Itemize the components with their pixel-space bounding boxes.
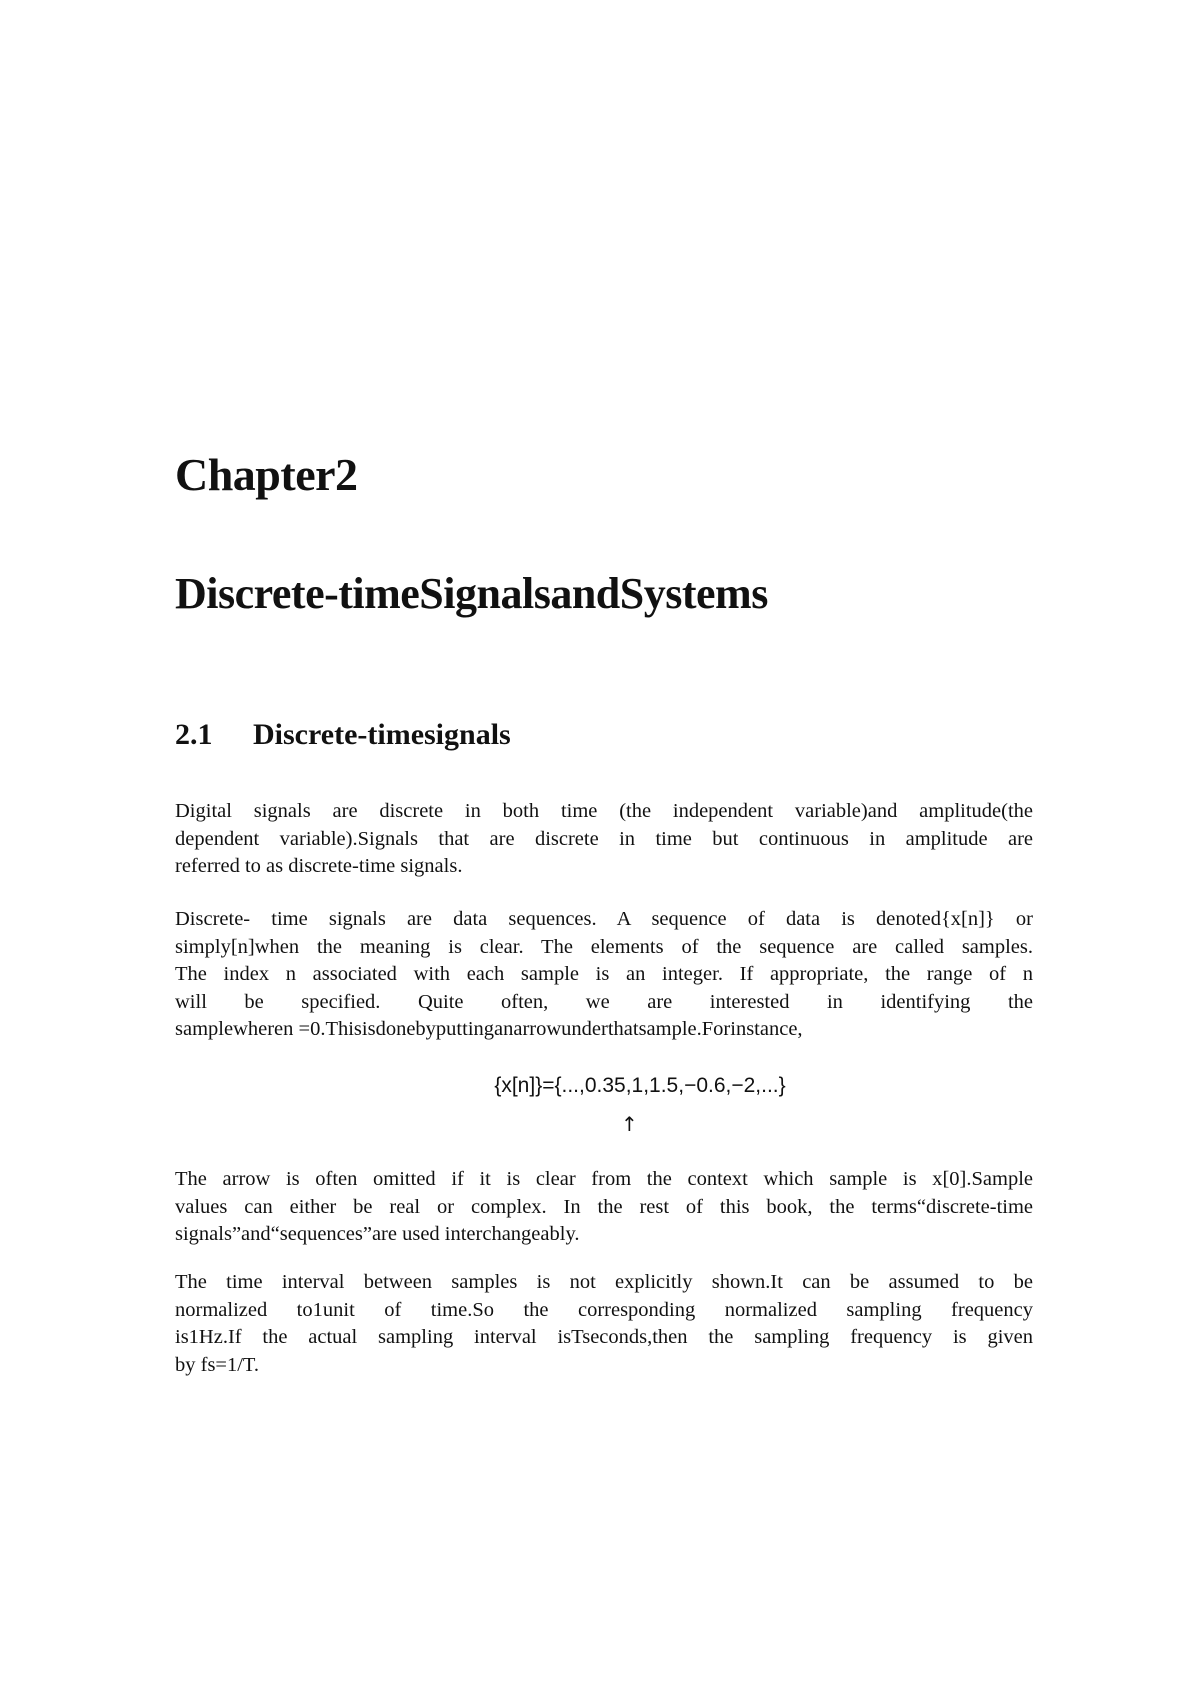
paragraph-1	[175, 798, 1033, 881]
text-line: The time interval between samples is not explicitly shown.It can be assumed to be	[175, 1271, 1033, 1293]
text-line: signals”and“sequences”are used interchangeably.	[175, 1223, 580, 1245]
text-line: dependent variable).Signals that are discrete in time but continuous in amplitude are	[175, 827, 1033, 850]
section-heading	[175, 718, 511, 752]
text-line: The index n associated with each sample is an integer. If appropriate, the range of n	[175, 963, 1033, 985]
text-line: Digital signals are discrete in both time (the independent variable)and amplitude(the	[175, 800, 1033, 822]
section-number: 2.1	[175, 718, 213, 751]
paragraph-3	[175, 1166, 1033, 1249]
text-line: samplewheren =0.Thisisdonebyputtinganarrowunderthatsample.Forinstance,	[175, 1018, 803, 1040]
text-line: is1Hz.If the actual sampling interval isTseconds,then the sampling frequency is given	[175, 1326, 1033, 1348]
text-line: normalized to1unit of time.So the corresponding normalized sampling frequency	[175, 1298, 1033, 1321]
text-line: simply[n]when the meaning is clear. The elements of the sequence are called samples.	[175, 935, 1033, 958]
text-line: Discrete- time signals are data sequences. A sequence of data is denoted{x[n]} or	[175, 908, 1033, 930]
sequence-formula: {x[n]}={...,0.35,1,1.5,−0.6,−2,...}	[494, 1074, 786, 1097]
text-line: will be specified. Quite often, we are interested in identifying the	[175, 990, 1033, 1013]
text-line: referred to as discrete-time signals.	[175, 855, 463, 877]
paragraph-4	[175, 1269, 1033, 1379]
chapter-title: Discrete-timeSignalsandSystems	[175, 569, 768, 618]
chapter-heading: Chapter2	[175, 449, 358, 500]
text-line: by fs=1/T.	[175, 1353, 260, 1376]
text-line: values can either be real or complex. In the rest of this book, the terms“discrete-time	[175, 1195, 1033, 1218]
paragraph-2	[175, 906, 1033, 1044]
section-title: Discrete-timesignals	[253, 718, 511, 751]
text-line: The arrow is often omitted if it is clear from the context which sample is x[0].Sample	[175, 1168, 1033, 1190]
up-arrow-icon: ↑	[621, 1112, 638, 1136]
